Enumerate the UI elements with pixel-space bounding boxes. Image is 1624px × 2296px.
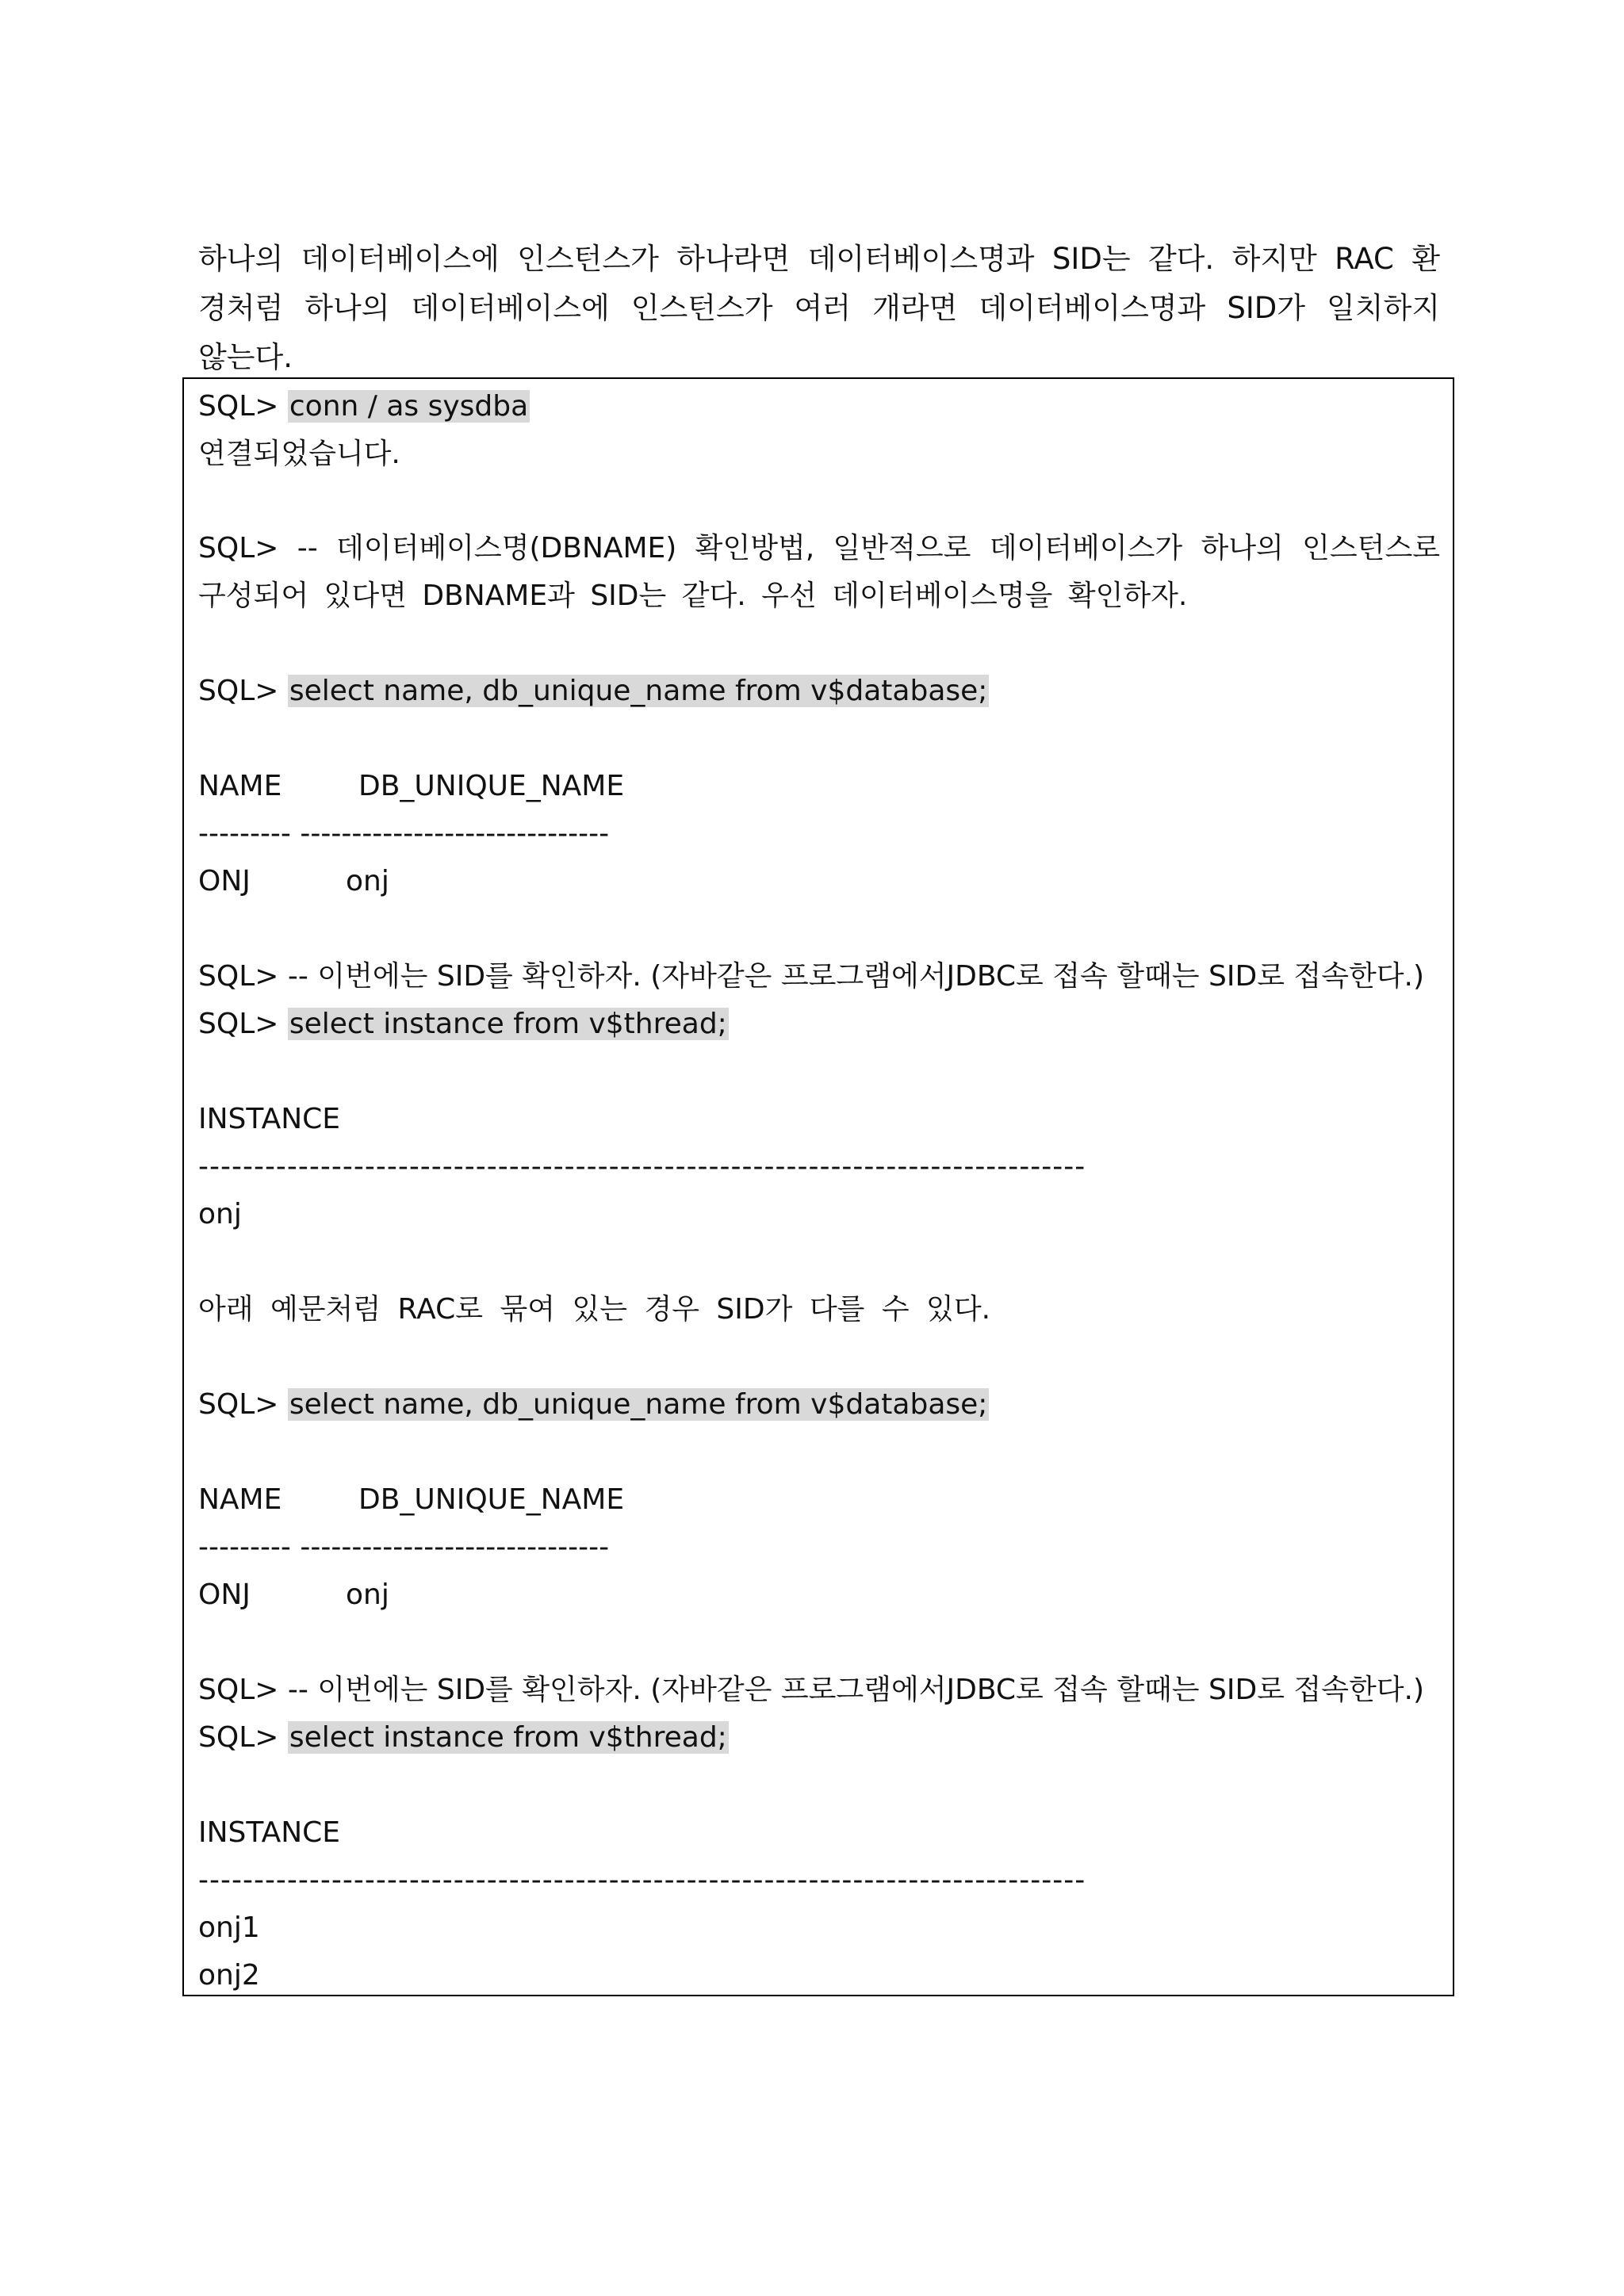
sql-line-select-thread-1 [198, 1001, 729, 1048]
result-row-name: ONJ [198, 865, 251, 897]
dash-short: --------- [198, 817, 291, 850]
result-header-instance: INSTANCE [198, 1816, 341, 1849]
sql-prompt: SQL> [198, 1388, 279, 1421]
dash-long: ------------------------------ [300, 1531, 610, 1563]
sql-command-select-database: select name, db_unique_name from v$database; [289, 1388, 988, 1421]
sql-command-select-thread: select instance from v$thread; [289, 1008, 727, 1040]
sql-command-select-database: select name, db_unique_name from v$database; [289, 675, 988, 707]
result-header-name: NAME [198, 1483, 282, 1516]
sql-line-select-database-2 [198, 1381, 989, 1429]
sql-line-select-database-1 [198, 668, 989, 715]
intro-paragraph: 하나의 데이터베이스에 인스턴스가 하나라면 데이터베이스명과 SID는 같다. 하지만 RAC 환경처럼 하나의 데이터베이스에 인스턴스가 여러 개라면 데이터베이스명과 SID가 일치하지 않는다. [198, 242, 1440, 374]
sql-prompt: SQL> [198, 1674, 279, 1706]
sql-line-conn [198, 383, 530, 430]
sql-comment-sid-2 [198, 1667, 1424, 1714]
result-separator-instance: -------------------------------------------------------------------------------- [198, 1864, 1086, 1896]
result-instance-rac-2: onj2 [198, 1959, 260, 1992]
sql-command-select-thread: select instance from v$thread; [289, 1721, 727, 1754]
result-row-db-unique-name: onj [346, 865, 389, 897]
sql-comment-sid-1 [198, 953, 1424, 1001]
connected-message: 연결되었습니다. [198, 438, 400, 470]
sql-command-conn: conn / as sysdba [289, 390, 529, 423]
result-header-instance: INSTANCE [198, 1103, 341, 1135]
result-header-name: NAME [198, 770, 282, 802]
result-row-name: ONJ [198, 1578, 251, 1611]
result-header-db-unique-name: DB_UNIQUE_NAME [358, 770, 625, 802]
sql-prompt: SQL> [198, 675, 279, 707]
result-separator-instance: -------------------------------------------------------------------------------- [198, 1150, 1086, 1183]
result-row-db-unique-name: onj [346, 1578, 389, 1611]
dash-long: ------------------------------ [300, 817, 610, 850]
comment-sid-text: -- 이번에는 SID를 확인하자. (자바같은 프로그램에서JDBC로 접속 할때는 SID로 접속한다.) [287, 1674, 1425, 1706]
result-separator [198, 1524, 609, 1571]
sql-line-select-thread-2 [198, 1714, 729, 1762]
sql-prompt: SQL> [198, 1721, 279, 1754]
comment-dbname-text: -- 데이터베이스명(DBNAME) 확인방법, 일반적으로 데이터베이스가 하나의 인스턴스로 구성되어 있다면 DBNAME과 SID는 같다. 우선 데이터베이스명을 확인하자. [198, 532, 1440, 612]
sql-comment-dbname [198, 525, 1440, 620]
result-instance-rac-1: onj1 [198, 1911, 260, 1944]
rac-note: 아래 예문처럼 RAC로 묶여 있는 경우 SID가 다를 수 있다. [198, 1293, 991, 1326]
result-instance-single: onj [198, 1198, 242, 1230]
sql-prompt: SQL> [198, 390, 279, 423]
result-header-db-unique-name: DB_UNIQUE_NAME [358, 1483, 625, 1516]
sql-prompt: SQL> [198, 1008, 279, 1040]
sql-prompt: SQL> [198, 532, 279, 564]
sql-prompt: SQL> [198, 960, 279, 993]
result-separator [198, 810, 609, 858]
dash-short: --------- [198, 1531, 291, 1563]
comment-sid-text: -- 이번에는 SID를 확인하자. (자바같은 프로그램에서JDBC로 접속 할때는 SID로 접속한다.) [287, 960, 1425, 993]
